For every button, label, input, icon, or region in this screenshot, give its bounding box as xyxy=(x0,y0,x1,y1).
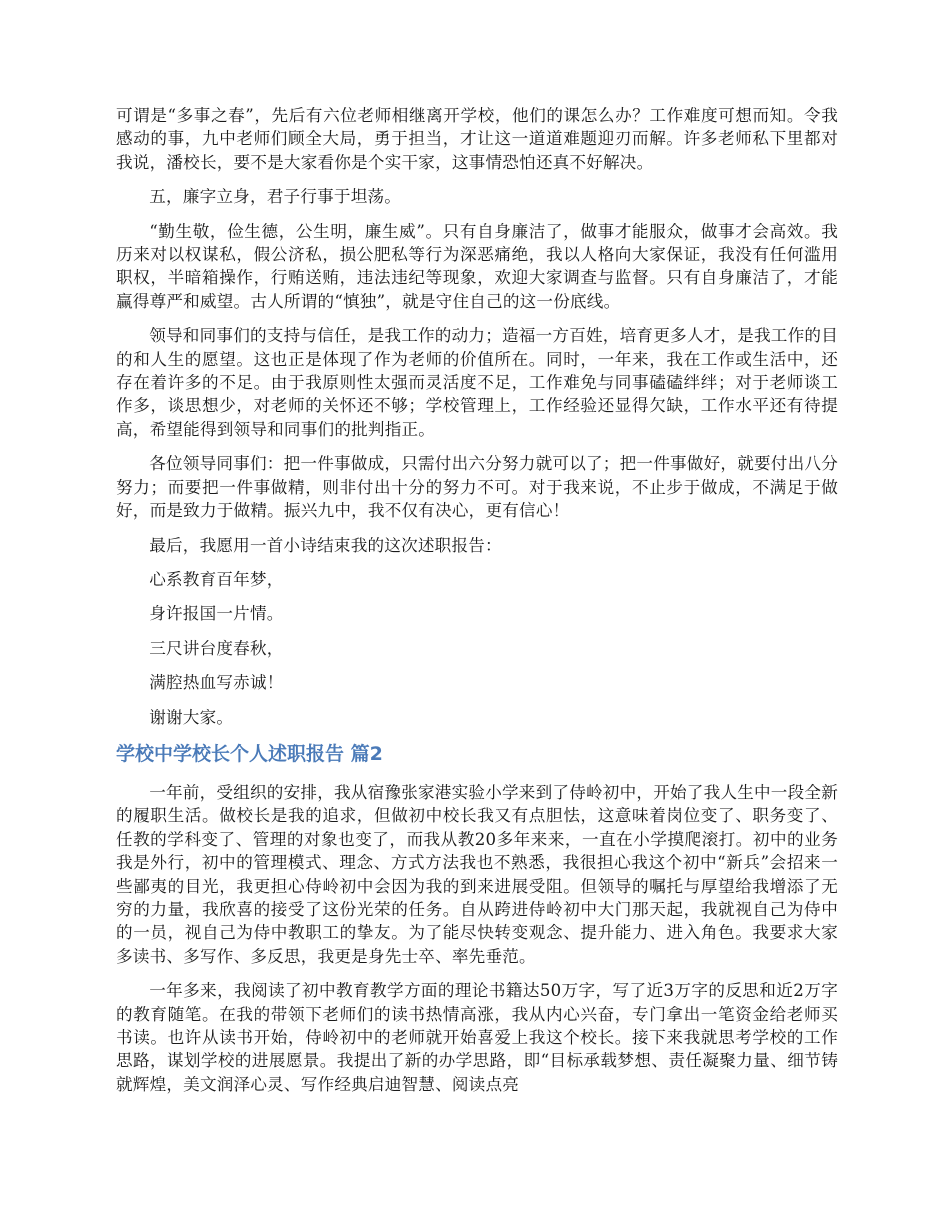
paragraph: 一年前，受组织的安排，我从宿豫张家港实验小学来到了侍岭初中，开始了我人生中一段全新的履职生活。做校长是我的追求，但做初中校长我又有点胆怯，这意味着岗位变了、职务变了、任教的学科变了、管理的对象也变了，而我从教20多年来来，一直在小学摸爬滚打。初中的业务我是外行，初中的管理模式、理念、方式方法我也不熟悉，我很担心我这个初中“新兵”会招来一些鄙夷的目光，我更担心侍岭初中会因为我的到来进展受阻。但领导的嘱托与厚望给我增添了无穷的力量，我欣喜的接受了这份光荣的任务。自从跨进侍岭初中大门那天起，我就视自己为侍中的一员，视自己为侍中教职工的挚友。为了能尽快转变观念、提升能力、进入角色。我要求大家多读书、多写作、多反思，我更是身先士卒、率先垂范。 xyxy=(116,782,838,966)
poem-line: 身许报国一片情。 xyxy=(149,604,284,624)
paragraph: 可谓是“多事之春”，先后有六位老师相继离开学校，他们的课怎么办？工作难度可想而知。令我感动的事，九中老师们顾全大局，勇于担当，才让这一道道难题迎刃而解。许多老师私下里都对我说，潘校长，要不是大家看你是个实干家，这事情恐怕还真不好解决。 xyxy=(116,106,838,172)
document-page xyxy=(116,104,838,1107)
paragraph: 一年多来，我阅读了初中教育教学方面的理论书籍达50万字，写了近3万字的反思和近2万字的教育随笔。在我的带领下老师们的读书热情高涨，我从内心兴奋，专门拿出一笔资金给老师买书读。也许从读书开始，侍岭初中的老师就开始喜爱上我这个校长。接下来我就思考学校的工作思路，谋划学校的进展愿景。我提出了新的办学思路，即“目标承载梦想、责任凝聚力量、细节铸就辉煌，美文润泽心灵、写作经典启迪智慧、阅读点亮 xyxy=(116,981,838,1094)
poem-line: 心系教育百年梦， xyxy=(149,569,284,589)
closing-line: 谢谢大家。 xyxy=(149,707,234,727)
paragraph: 各位领导同事们：把一件事做成，只需付出六分努力就可以了；把一件事做好，就要付出八分努力；而要把一件事做精，则非付出十分的努力不可。对于我来说，不止步于做成，不满足于做好，而是致力于做精。振兴九中，我不仅有决心，更有信心！ xyxy=(116,454,838,521)
paragraph: 领导和同事们的支持与信任，是我工作的动力；造福一方百姓，培育更多人才，是我工作的目的和人生的愿望。这也正是体现了作为老师的价值所在。同时，一年来，我在工作或生活中，还存在着许多的不足。由于我原则性太强而灵活度不足，工作难免与同事磕磕绊绊；对于老师谈工作多，谈思想少，对老师的关怀还不够；学校管理上，工作经验还显得欠缺，工作水平还有待提高，希望能得到领导和同事们的批判指正。 xyxy=(116,326,838,439)
section-heading: 学校中学校长个人述职报告 篇2 xyxy=(116,742,383,765)
paragraph: 最后，我愿用一首小诗结束我的这次述职报告： xyxy=(149,535,502,555)
poem-line: 三尺讲台度春秋， xyxy=(149,638,284,658)
poem-line: 满腔热血写赤诚！ xyxy=(149,673,284,693)
paragraph: 五，廉字立身，君子行事于坦荡。 xyxy=(149,187,402,207)
paragraph: “勤生敬，俭生德，公生明，廉生威”。只有自身廉洁了，做事才能服众，做事才会高效。我历来对以权谋私，假公济私，损公肥私等行为深恶痛绝，我以人格向大家保证，我没有任何滥用职权，半暗箱操作，行贿送贿，违法违纪等现象，欢迎大家调查与监督。只有自身廉洁了，才能赢得尊严和威望。古人所谓的“慎独”，就是守住自己的这一份底线。 xyxy=(116,221,838,311)
